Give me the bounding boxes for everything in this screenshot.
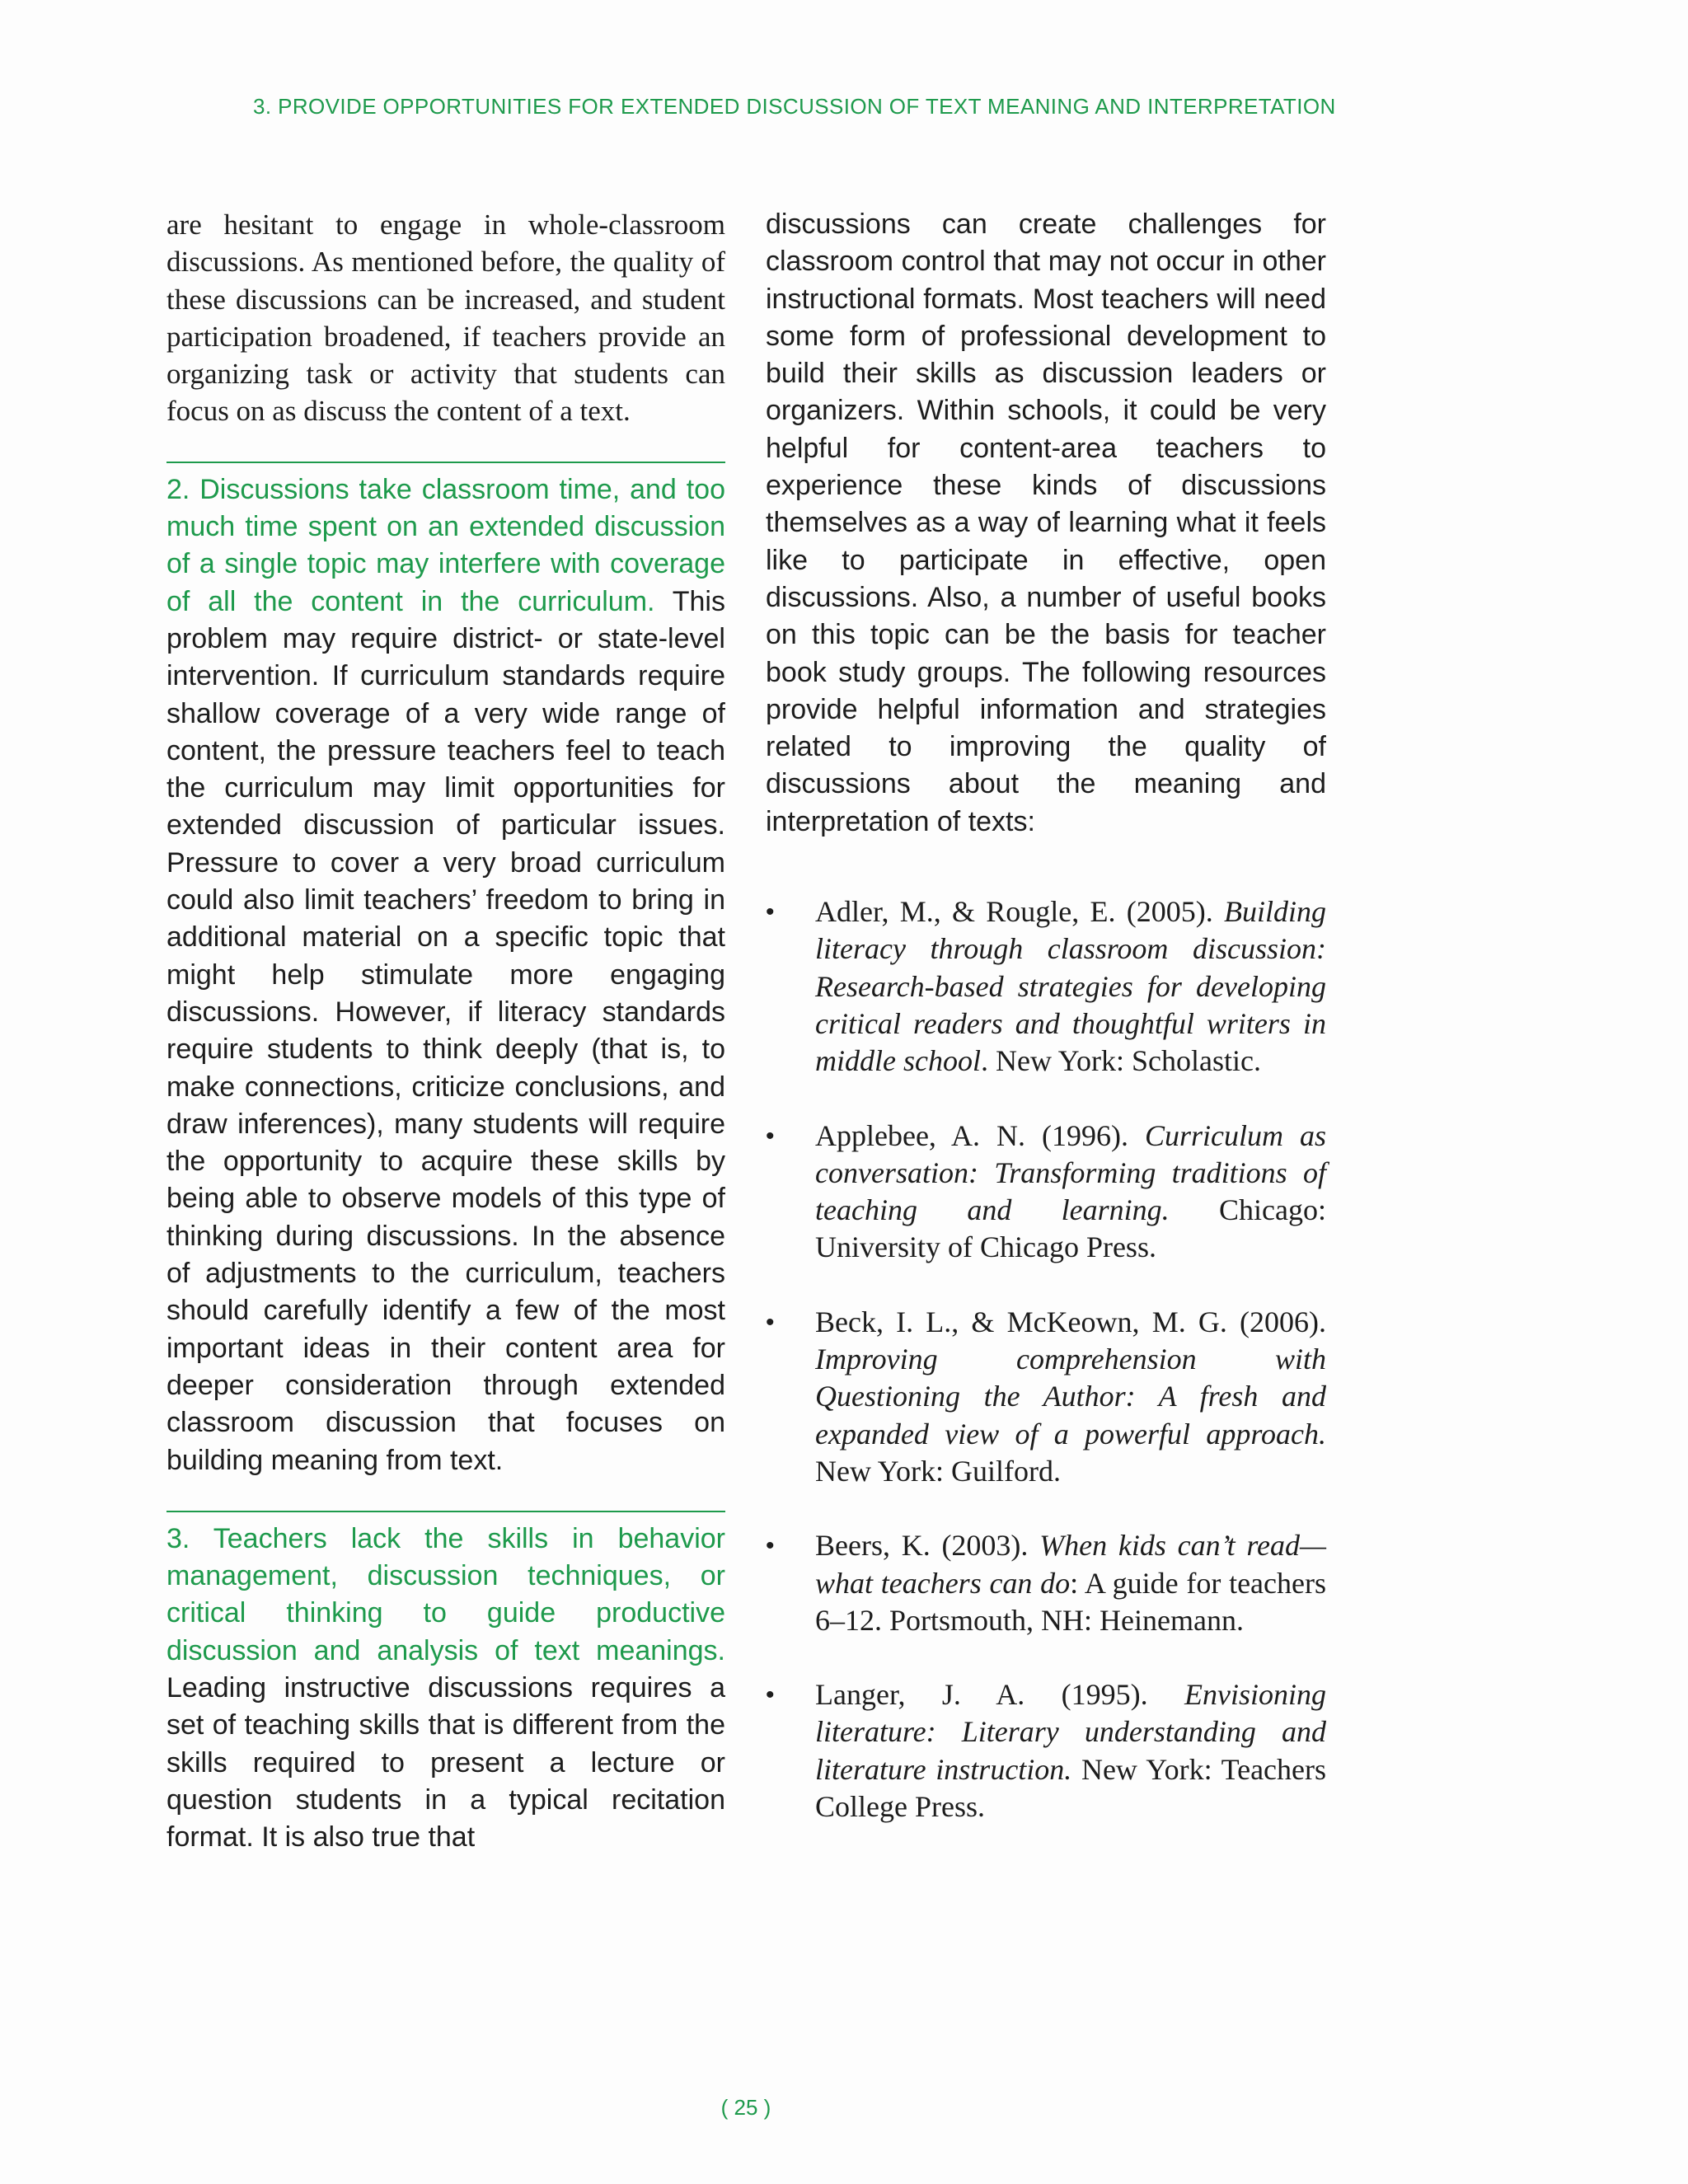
reference-publisher: New York: Guilford.	[815, 1454, 1062, 1488]
roadblock-2-heading: 2. Discussions take classroom time, and too much time spent on an extended discussion of a single topic may interfere with coverage of all the content in the curriculum.	[166, 473, 725, 617]
bullet-icon: •	[766, 1532, 775, 1560]
reference-publisher: . New York: Scholastic.	[980, 1044, 1261, 1078]
bullet-icon: •	[766, 898, 775, 926]
reference-publisher: Chicago: University of Chicago Press.	[815, 1193, 1326, 1264]
roadblock-2-body: This problem may require district- or state-level intervention. If curriculum standards require shallow coverage of a very wide range of content, the pressure teachers feel to teach the curriculum may limit opportunities for extended discussion of particular issues. Pressure to cover a very broad curriculum could also limit teachers’ freedom to bring in additional material on a specific topic that might help stimulate more engaging discussions. However, if literacy standards require students to think deeply (that is, to make connections, criticize conclusions, and draw inferences), many students will require the opportunity to acquire these skills by being able to observe models of this type of thinking during discussions. In the absence of adjustments to the curriculum, teachers should carefully identify a few of the most important ideas in their content area for deeper consideration through extended classroom discussion that focuses on building meaning from text.	[166, 585, 725, 1476]
reference-title: Improving comprehension with Questioning the Author: A fresh and expanded view of a powerful approach.	[815, 1343, 1326, 1451]
roadblock-3-heading: 3. Teachers lack the skills in behavior management, discussion techniques, or critical thinking to guide productive discussion and analysis of text meanings.	[166, 1522, 725, 1666]
roadblock-3-body: Leading instructive discussions requires a set of teaching skills that is different from the skills required to present a lecture or question students in a typical recitation format. It is also true that	[166, 1671, 725, 1854]
right-column	[766, 206, 1326, 1863]
reference-authors: Langer, J. A. (1995).	[815, 1678, 1185, 1712]
reference-publisher: : A guide for teachers 6–12. Portsmouth, NH: Heinemann.	[815, 1566, 1326, 1637]
roadblock-3-paragraph	[166, 1521, 725, 1857]
reference-title: Curriculum as conversation: Transforming traditions of teaching and learning.	[815, 1118, 1326, 1227]
reference-item	[766, 1527, 1326, 1639]
reference-title: Building literacy through classroom discussion: Research-based strategies for developing critical readers and thoughtful writers in middle school	[815, 895, 1326, 1078]
reference-item	[766, 1676, 1326, 1825]
reference-authors: Adler, M., & Rougle, E. (2005).	[815, 895, 1224, 929]
reference-authors: Beck, I. L., & McKeown, M. G. (2006).	[815, 1305, 1326, 1338]
section-divider	[166, 462, 725, 463]
reference-publisher: New York: Teachers College Press.	[815, 1752, 1327, 1823]
bullet-icon: •	[766, 1308, 775, 1336]
page-number: ( 25 )	[720, 2095, 771, 2120]
reference-title: When kids can’t read—what teachers can do	[815, 1529, 1326, 1600]
bullet-icon: •	[766, 1122, 775, 1150]
reference-item	[766, 1304, 1326, 1490]
reference-list	[766, 893, 1326, 1825]
left-column	[166, 206, 725, 1856]
bullet-icon: •	[766, 1681, 775, 1709]
reference-item	[766, 893, 1326, 1080]
reference-title: Envisioning literature: Literary understanding and literature instruction.	[815, 1678, 1326, 1786]
intro-paragraph: are hesitant to engage in whole-classroom discussions. As mentioned before, the quality of these discussions can be increased, and student participation broadened, if teachers provide an organizing task or activity that students can focus on as discuss the content of a text.	[166, 209, 725, 428]
reference-authors: Beers, K. (2003).	[815, 1529, 1040, 1563]
roadblock-2-paragraph	[166, 471, 725, 1479]
section-divider	[166, 1511, 725, 1512]
resources-paragraph: discussions can create challenges for classroom control that may not occur in other instructional formats. Most teachers will need some form of professional development to build their skills as discussion leaders or organizers. Within schools, it could be very helpful for content-area teachers to experience these kinds of discussions themselves as a way of learning what it feels like to participate in effective, open discussions. Also, a number of useful books on this topic can be the basis for teacher book study groups. The following resources provide helpful information and strategies related to improving the quality of discussions about the meaning and interpretation of texts:	[766, 209, 1326, 837]
reference-item	[766, 1118, 1326, 1267]
running-head: 3. PROVIDE OPPORTUNITIES FOR EXTENDED DISCUSSION OF TEXT MEANING AND INTERPRETATION	[253, 94, 1336, 119]
reference-authors: Applebee, A. N. (1996).	[815, 1118, 1145, 1152]
